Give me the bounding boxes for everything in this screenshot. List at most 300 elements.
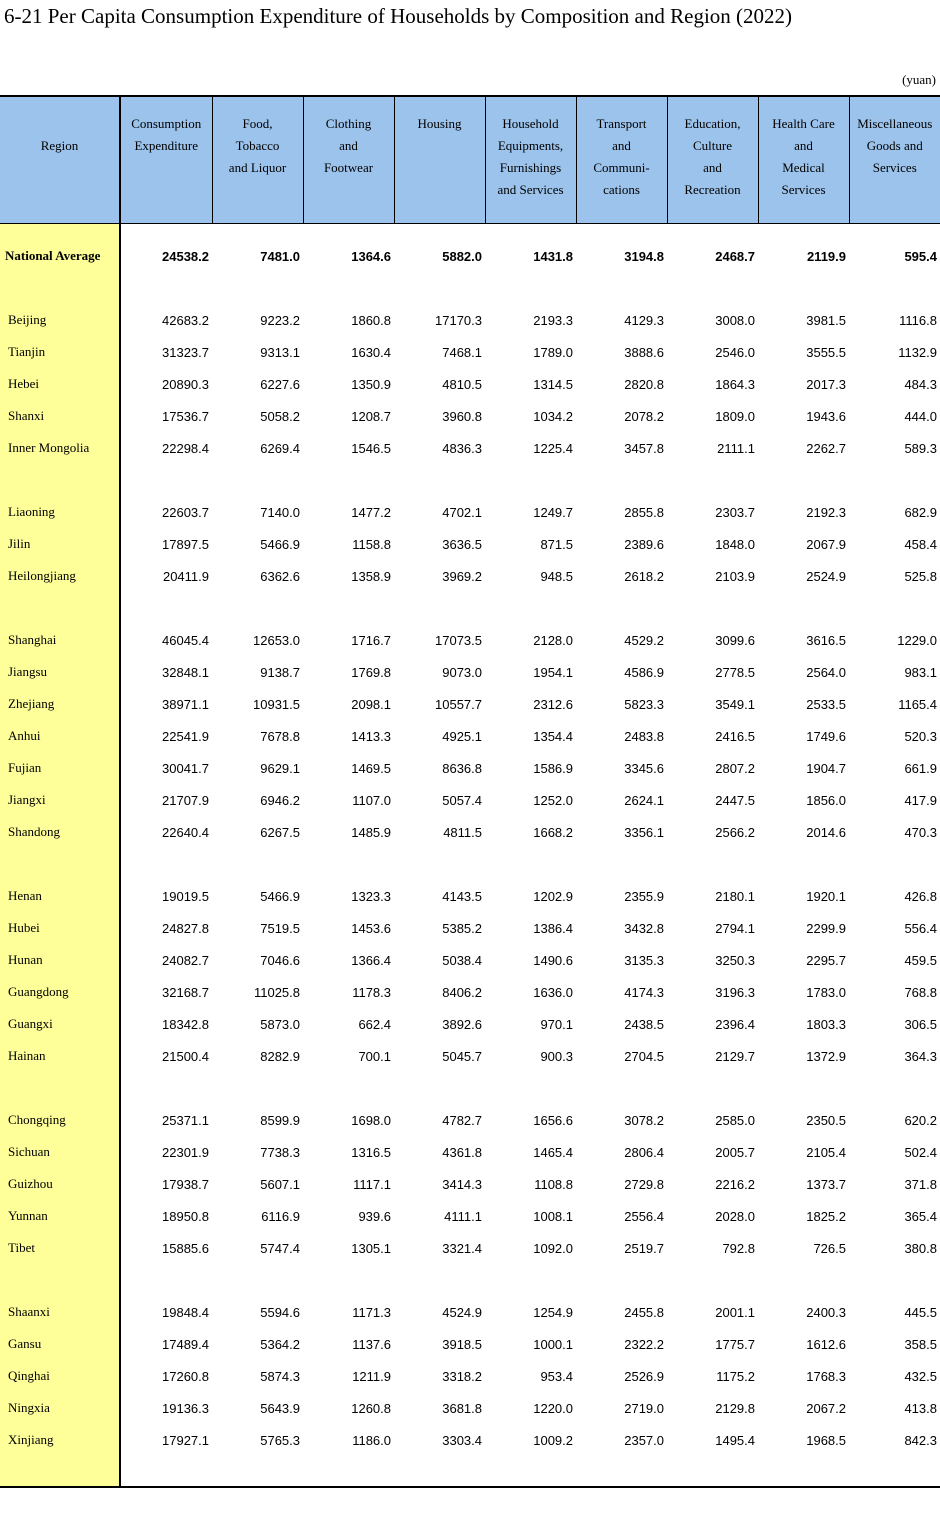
value-cell: 1465.4 xyxy=(533,1144,573,1160)
value-cell: 2618.2 xyxy=(624,568,664,584)
table-row xyxy=(0,496,940,528)
region-name: Xinjiang xyxy=(0,1424,120,1456)
spacer-row xyxy=(0,224,940,241)
value-cell: 2719.0 xyxy=(624,1400,664,1416)
value-cell: 17260.8 xyxy=(162,1368,209,1384)
spacer-row xyxy=(0,1456,940,1487)
value-cell: 6116.9 xyxy=(261,1208,300,1224)
value-cell: 444.0 xyxy=(904,408,937,424)
spacer-row xyxy=(0,1264,940,1296)
value-cell: 3981.5 xyxy=(806,312,846,328)
value-cell: 2806.4 xyxy=(624,1144,664,1160)
value-cell: 2216.2 xyxy=(715,1176,755,1192)
value-cell: 7481.0 xyxy=(260,248,300,264)
table-row xyxy=(0,944,940,976)
value-cell: 22301.9 xyxy=(162,1144,209,1160)
header-row xyxy=(0,96,940,224)
value-cell: 2778.5 xyxy=(715,664,755,680)
value-cell: 3356.1 xyxy=(624,824,664,840)
value-cell: 30041.7 xyxy=(162,760,209,776)
value-cell: 2820.8 xyxy=(624,376,664,392)
value-cell: 1171.3 xyxy=(352,1304,391,1320)
value-cell: 2400.3 xyxy=(806,1304,846,1320)
value-cell: 1768.3 xyxy=(806,1368,846,1384)
value-cell: 2350.5 xyxy=(806,1112,846,1128)
value-cell: 3888.6 xyxy=(624,344,664,360)
value-cell: 1630.4 xyxy=(351,344,391,360)
value-cell: 20890.3 xyxy=(162,376,209,392)
value-cell: 18950.8 xyxy=(162,1208,209,1224)
value-cell: 3321.4 xyxy=(442,1240,482,1256)
value-cell: 3318.2 xyxy=(442,1368,482,1384)
value-cell: 2192.3 xyxy=(806,504,846,520)
spacer-row xyxy=(0,464,940,496)
value-cell: 3549.1 xyxy=(715,696,755,712)
table-row xyxy=(0,528,940,560)
value-cell: 2533.5 xyxy=(806,696,846,712)
value-cell: 6362.6 xyxy=(260,568,300,584)
value-cell: 2119.9 xyxy=(806,248,846,264)
value-cell: 1008.1 xyxy=(533,1208,573,1224)
value-cell: 19019.5 xyxy=(162,888,209,904)
value-cell: 6267.5 xyxy=(260,824,300,840)
value-cell: 2180.1 xyxy=(715,888,755,904)
value-cell: 371.8 xyxy=(904,1176,937,1192)
region-name: Hainan xyxy=(0,1040,120,1072)
header-consumption-expenditure: Consumption Expenditure xyxy=(120,96,212,224)
value-cell: 620.2 xyxy=(904,1112,937,1128)
value-cell: 3892.6 xyxy=(442,1016,482,1032)
value-cell: 4111.1 xyxy=(444,1208,482,1224)
value-cell: 1220.0 xyxy=(533,1400,573,1416)
value-cell: 17489.4 xyxy=(162,1336,209,1352)
value-cell: 5058.2 xyxy=(260,408,300,424)
value-cell: 1803.3 xyxy=(806,1016,846,1032)
value-cell: 1108.8 xyxy=(534,1176,573,1192)
value-cell: 1668.2 xyxy=(533,824,573,840)
table-title: 6-21 Per Capita Consumption Expenditure of Households by Composition and Region (2022) xyxy=(4,4,793,28)
value-cell: 2322.2 xyxy=(624,1336,664,1352)
table-row xyxy=(0,816,940,848)
value-cell: 3008.0 xyxy=(715,312,755,328)
region-name: Beijing xyxy=(0,304,120,336)
value-cell: 1848.0 xyxy=(715,536,755,552)
value-cell: 17170.3 xyxy=(435,312,482,328)
value-cell: 2447.5 xyxy=(715,792,755,808)
national-average-row xyxy=(0,240,940,272)
value-cell: 24827.8 xyxy=(162,920,209,936)
value-cell: 2105.4 xyxy=(806,1144,846,1160)
value-cell: 595.4 xyxy=(904,248,937,264)
value-cell: 380.8 xyxy=(904,1240,937,1256)
value-cell: 24538.2 xyxy=(162,248,209,264)
value-cell: 1178.3 xyxy=(352,984,391,1000)
value-cell: 426.8 xyxy=(904,888,937,904)
value-cell: 1350.9 xyxy=(351,376,391,392)
value-cell: 3636.5 xyxy=(442,536,482,552)
value-cell: 1783.0 xyxy=(806,984,846,1000)
value-cell: 22603.7 xyxy=(162,504,209,520)
region-name: Guizhou xyxy=(0,1168,120,1200)
table-row xyxy=(0,1200,940,1232)
region-name: Chongqing xyxy=(0,1104,120,1136)
region-name: Qinghai xyxy=(0,1360,120,1392)
value-cell: 1860.8 xyxy=(351,312,391,328)
value-cell: 20411.9 xyxy=(162,568,209,584)
value-cell: 5038.4 xyxy=(442,952,482,968)
value-cell: 1354.4 xyxy=(533,728,573,744)
value-cell: 4836.3 xyxy=(442,440,482,456)
value-cell: 4129.3 xyxy=(624,312,664,328)
region-name: Shaanxi xyxy=(0,1296,120,1328)
value-cell: 1137.6 xyxy=(352,1336,391,1352)
value-cell: 3099.6 xyxy=(715,632,755,648)
header-transport: Transport and Communi- cations xyxy=(576,96,667,224)
value-cell: 5045.7 xyxy=(442,1048,482,1064)
value-cell: 502.4 xyxy=(904,1144,937,1160)
value-cell: 2067.2 xyxy=(806,1400,846,1416)
region-name: Ningxia xyxy=(0,1392,120,1424)
table-row xyxy=(0,336,940,368)
value-cell: 2299.9 xyxy=(806,920,846,936)
value-cell: 2526.9 xyxy=(624,1368,664,1384)
value-cell: 12653.0 xyxy=(253,632,300,648)
value-cell: 6227.6 xyxy=(260,376,300,392)
value-cell: 3616.5 xyxy=(806,632,846,648)
value-cell: 556.4 xyxy=(904,920,937,936)
value-cell: 5364.2 xyxy=(260,1336,300,1352)
value-cell: 1769.8 xyxy=(351,664,391,680)
value-cell: 306.5 xyxy=(904,1016,937,1032)
value-cell: 2416.5 xyxy=(715,728,755,744)
value-cell: 445.5 xyxy=(904,1304,937,1320)
value-cell: 17536.7 xyxy=(162,408,209,424)
value-cell: 4524.9 xyxy=(442,1304,482,1320)
value-cell: 1656.6 xyxy=(533,1112,573,1128)
value-cell: 1323.3 xyxy=(351,888,391,904)
value-cell: 5882.0 xyxy=(442,248,482,264)
value-cell: 5057.4 xyxy=(442,792,482,808)
value-cell: 682.9 xyxy=(904,504,937,520)
spacer-row xyxy=(0,848,940,880)
value-cell: 2729.8 xyxy=(624,1176,664,1192)
value-cell: 7519.5 xyxy=(260,920,300,936)
value-cell: 1314.5 xyxy=(533,376,573,392)
value-cell: 2455.8 xyxy=(624,1304,664,1320)
value-cell: 1431.8 xyxy=(533,248,573,264)
table-row xyxy=(0,624,940,656)
spacer-row xyxy=(0,592,940,624)
value-cell: 1809.0 xyxy=(715,408,755,424)
value-cell: 19848.4 xyxy=(162,1304,209,1320)
value-cell: 2014.6 xyxy=(806,824,846,840)
value-cell: 970.1 xyxy=(540,1016,573,1032)
value-cell: 1904.7 xyxy=(806,760,846,776)
value-cell: 2262.7 xyxy=(806,440,846,456)
region-name: Inner Mongolia xyxy=(0,432,120,464)
value-cell: 1186.0 xyxy=(352,1432,391,1448)
table-row xyxy=(0,880,940,912)
value-cell: 4810.5 xyxy=(442,376,482,392)
region-name: Anhui xyxy=(0,720,120,752)
region-name: Liaoning xyxy=(0,496,120,528)
value-cell: 2519.7 xyxy=(624,1240,664,1256)
value-cell: 4811.5 xyxy=(443,824,482,840)
value-cell: 1469.5 xyxy=(351,760,391,776)
header-household-equipment: Household Equipments, Furnishings and Services xyxy=(485,96,576,224)
value-cell: 5385.2 xyxy=(442,920,482,936)
value-cell: 9223.2 xyxy=(260,312,300,328)
value-cell: 432.5 xyxy=(904,1368,937,1384)
value-cell: 2355.9 xyxy=(624,888,664,904)
value-cell: 1789.0 xyxy=(533,344,573,360)
value-cell: 9313.1 xyxy=(260,344,300,360)
value-cell: 5873.0 xyxy=(260,1016,300,1032)
value-cell: 7140.0 xyxy=(260,504,300,520)
value-cell: 2017.3 xyxy=(806,376,846,392)
value-cell: 1000.1 xyxy=(533,1336,573,1352)
region-name: Fujian xyxy=(0,752,120,784)
value-cell: 19136.3 xyxy=(162,1400,209,1416)
value-cell: 1107.0 xyxy=(352,792,391,808)
value-cell: 4361.8 xyxy=(442,1144,482,1160)
table-row xyxy=(0,656,940,688)
header-education: Education, Culture and Recreation xyxy=(667,96,758,224)
value-cell: 1305.1 xyxy=(351,1240,391,1256)
expenditure-table xyxy=(0,95,940,1488)
value-cell: 17938.7 xyxy=(162,1176,209,1192)
value-cell: 1698.0 xyxy=(351,1112,391,1128)
value-cell: 9138.7 xyxy=(260,664,300,680)
value-cell: 2028.0 xyxy=(715,1208,755,1224)
value-cell: 589.3 xyxy=(904,440,937,456)
value-cell: 1175.2 xyxy=(716,1368,755,1384)
value-cell: 8636.8 xyxy=(442,760,482,776)
value-cell: 3345.6 xyxy=(624,760,664,776)
value-cell: 2438.5 xyxy=(624,1016,664,1032)
value-cell: 1413.3 xyxy=(351,728,391,744)
region-name: Guangdong xyxy=(0,976,120,1008)
region-name: Shanxi xyxy=(0,400,120,432)
value-cell: 2794.1 xyxy=(715,920,755,936)
value-cell: 3250.3 xyxy=(715,952,755,968)
value-cell: 24082.7 xyxy=(162,952,209,968)
value-cell: 4702.1 xyxy=(442,504,482,520)
value-cell: 2129.8 xyxy=(715,1400,755,1416)
table-row xyxy=(0,976,940,1008)
value-cell: 1208.7 xyxy=(351,408,391,424)
table-row xyxy=(0,1328,940,1360)
table-row xyxy=(0,1168,940,1200)
table-row xyxy=(0,368,940,400)
table-row xyxy=(0,1424,940,1456)
region-name: Hebei xyxy=(0,368,120,400)
value-cell: 2067.9 xyxy=(806,536,846,552)
value-cell: 17073.5 xyxy=(435,632,482,648)
header-region: Region xyxy=(0,96,120,224)
value-cell: 2855.8 xyxy=(624,504,664,520)
value-cell: 2295.7 xyxy=(806,952,846,968)
value-cell: 1864.3 xyxy=(715,376,755,392)
value-cell: 1009.2 xyxy=(533,1432,573,1448)
header-housing: Housing xyxy=(394,96,485,224)
value-cell: 842.3 xyxy=(904,1432,937,1448)
value-cell: 1364.6 xyxy=(351,248,391,264)
table-row xyxy=(0,304,940,336)
value-cell: 32848.1 xyxy=(162,664,209,680)
value-cell: 2524.9 xyxy=(806,568,846,584)
value-cell: 38971.1 xyxy=(162,696,209,712)
value-cell: 42683.2 xyxy=(162,312,209,328)
value-cell: 1252.0 xyxy=(533,792,573,808)
value-cell: 2585.0 xyxy=(715,1112,755,1128)
value-cell: 1225.4 xyxy=(533,440,573,456)
value-cell: 8282.9 xyxy=(260,1048,300,1064)
value-cell: 3681.8 xyxy=(442,1400,482,1416)
value-cell: 2468.7 xyxy=(715,248,755,264)
value-cell: 3194.8 xyxy=(624,248,664,264)
unit-label: (yuan) xyxy=(902,72,936,87)
table-row xyxy=(0,1392,940,1424)
value-cell: 22640.4 xyxy=(162,824,209,840)
value-cell: 2128.0 xyxy=(533,632,573,648)
value-cell: 1034.2 xyxy=(533,408,573,424)
value-cell: 1968.5 xyxy=(806,1432,846,1448)
value-cell: 3135.3 xyxy=(624,952,664,968)
value-cell: 11025.8 xyxy=(253,984,300,1000)
value-cell: 1229.0 xyxy=(897,632,937,648)
table-row xyxy=(0,1232,940,1264)
table-row xyxy=(0,560,940,592)
value-cell: 2564.0 xyxy=(806,664,846,680)
value-cell: 948.5 xyxy=(540,568,573,584)
region-name: Yunnan xyxy=(0,1200,120,1232)
value-cell: 2129.7 xyxy=(715,1048,755,1064)
value-cell: 9629.1 xyxy=(260,760,300,776)
value-cell: 3960.8 xyxy=(442,408,482,424)
region-name: Sichuan xyxy=(0,1136,120,1168)
value-cell: 2483.8 xyxy=(624,728,664,744)
value-cell: 2357.0 xyxy=(624,1432,664,1448)
table-row xyxy=(0,1104,940,1136)
value-cell: 5874.3 xyxy=(260,1368,300,1384)
value-cell: 1358.9 xyxy=(351,568,391,584)
value-cell: 5765.3 xyxy=(260,1432,300,1448)
value-cell: 662.4 xyxy=(358,1016,391,1032)
value-cell: 2098.1 xyxy=(351,696,391,712)
region-name: Heilongjiang xyxy=(0,560,120,592)
value-cell: 1612.6 xyxy=(806,1336,846,1352)
table-row xyxy=(0,1136,940,1168)
value-cell: 1495.4 xyxy=(715,1432,755,1448)
value-cell: 364.3 xyxy=(904,1048,937,1064)
value-cell: 4174.3 xyxy=(624,984,664,1000)
value-cell: 5466.9 xyxy=(260,888,300,904)
header-food: Food, Tobacco and Liquor xyxy=(212,96,303,224)
value-cell: 2312.6 xyxy=(533,696,573,712)
value-cell: 2396.4 xyxy=(715,1016,755,1032)
value-cell: 358.5 xyxy=(904,1336,937,1352)
table-row xyxy=(0,432,940,464)
table-row xyxy=(0,752,940,784)
value-cell: 2624.1 xyxy=(624,792,664,808)
value-cell: 18342.8 xyxy=(162,1016,209,1032)
value-cell: 1132.9 xyxy=(898,344,937,360)
value-cell: 22541.9 xyxy=(162,728,209,744)
value-cell: 10931.5 xyxy=(253,696,300,712)
value-cell: 413.8 xyxy=(904,1400,937,1416)
value-cell: 871.5 xyxy=(540,536,573,552)
value-cell: 5607.1 xyxy=(260,1176,300,1192)
value-cell: 1373.7 xyxy=(806,1176,846,1192)
value-cell: 1546.5 xyxy=(351,440,391,456)
value-cell: 3414.3 xyxy=(442,1176,482,1192)
value-cell: 1775.7 xyxy=(715,1336,755,1352)
region-name: Shandong xyxy=(0,816,120,848)
value-cell: 2001.1 xyxy=(715,1304,755,1320)
value-cell: 1249.7 xyxy=(533,504,573,520)
header-miscellaneous: Miscellaneous Goods and Services xyxy=(849,96,940,224)
value-cell: 4529.2 xyxy=(624,632,664,648)
value-cell: 1158.8 xyxy=(352,536,391,552)
value-cell: 983.1 xyxy=(904,664,937,680)
value-cell: 9073.0 xyxy=(442,664,482,680)
spacer-row xyxy=(0,272,940,304)
value-cell: 458.4 xyxy=(904,536,937,552)
value-cell: 700.1 xyxy=(358,1048,391,1064)
table-row xyxy=(0,1040,940,1072)
value-cell: 2193.3 xyxy=(533,312,573,328)
value-cell: 484.3 xyxy=(904,376,937,392)
value-cell: 768.8 xyxy=(904,984,937,1000)
value-cell: 2807.2 xyxy=(715,760,755,776)
value-cell: 1749.6 xyxy=(806,728,846,744)
value-cell: 6946.2 xyxy=(260,792,300,808)
value-cell: 1202.9 xyxy=(533,888,573,904)
value-cell: 17897.5 xyxy=(162,536,209,552)
value-cell: 1943.6 xyxy=(806,408,846,424)
value-cell: 3432.8 xyxy=(624,920,664,936)
value-cell: 2556.4 xyxy=(624,1208,664,1224)
value-cell: 1825.2 xyxy=(806,1208,846,1224)
value-cell: 2103.9 xyxy=(715,568,755,584)
value-cell: 5466.9 xyxy=(260,536,300,552)
table-row xyxy=(0,912,940,944)
value-cell: 1920.1 xyxy=(806,888,846,904)
value-cell: 1856.0 xyxy=(806,792,846,808)
table-row xyxy=(0,784,940,816)
region-name: Jilin xyxy=(0,528,120,560)
value-cell: 3457.8 xyxy=(624,440,664,456)
value-cell: 459.5 xyxy=(904,952,937,968)
value-cell: 3969.2 xyxy=(442,568,482,584)
region-name: Jiangxi xyxy=(0,784,120,816)
value-cell: 1165.4 xyxy=(898,696,937,712)
value-cell: 1260.8 xyxy=(351,1400,391,1416)
region-name: Zhejiang xyxy=(0,688,120,720)
value-cell: 21707.9 xyxy=(162,792,209,808)
value-cell: 15885.6 xyxy=(162,1240,209,1256)
spacer-row xyxy=(0,1072,940,1104)
value-cell: 939.6 xyxy=(358,1208,391,1224)
header-clothing: Clothing and Footwear xyxy=(303,96,394,224)
region-name: Hunan xyxy=(0,944,120,976)
value-cell: 7738.3 xyxy=(260,1144,300,1160)
value-cell: 1117.1 xyxy=(353,1176,391,1192)
value-cell: 4143.5 xyxy=(442,888,482,904)
value-cell: 8599.9 xyxy=(260,1112,300,1128)
value-cell: 2566.2 xyxy=(715,824,755,840)
